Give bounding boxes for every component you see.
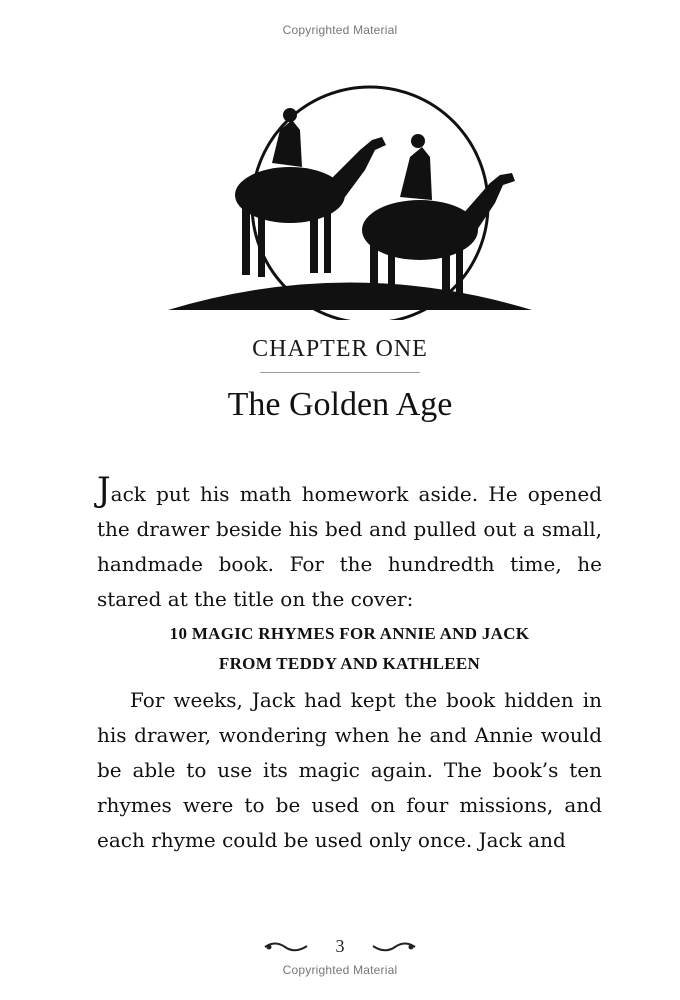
ground: [168, 283, 532, 311]
chapter-label: CHAPTER ONE: [252, 336, 428, 362]
chapter-divider: [260, 372, 420, 373]
chapter-body: [97, 470, 602, 858]
paragraph-1: [97, 470, 602, 617]
book-title-line-1: 10 MAGIC RHYMES FOR ANNIE AND JACK: [169, 624, 530, 643]
drop-cap: J: [97, 470, 111, 510]
camels-moon-illustration: [160, 85, 540, 320]
page-number: 3: [335, 936, 345, 957]
left-flourish-icon: [263, 940, 309, 954]
right-flourish-icon: [371, 940, 417, 954]
book-title-quote: [97, 619, 602, 679]
paragraph-1-text: ack put his math homework aside. He opened the drawer beside his bed and pulled out a small, handmade book. For the hundredth time, he stared at the title on the cover:: [97, 482, 602, 611]
book-title-line-2: FROM TEDDY AND KATHLEEN: [218, 654, 481, 673]
copyright-watermark-bottom: Copyrighted Material: [282, 963, 398, 977]
copyright-watermark-top: Copyrighted Material: [282, 23, 398, 37]
chapter-title: The Golden Age: [227, 386, 453, 423]
paragraph-2: For weeks, Jack had kept the book hidden in his drawer, wondering when he and Annie would be able to use its magic again. The book’s ten rhymes were to be used on four missions, and each rhyme could be used only once. Jack and: [97, 688, 602, 852]
page-footer: [0, 935, 680, 957]
